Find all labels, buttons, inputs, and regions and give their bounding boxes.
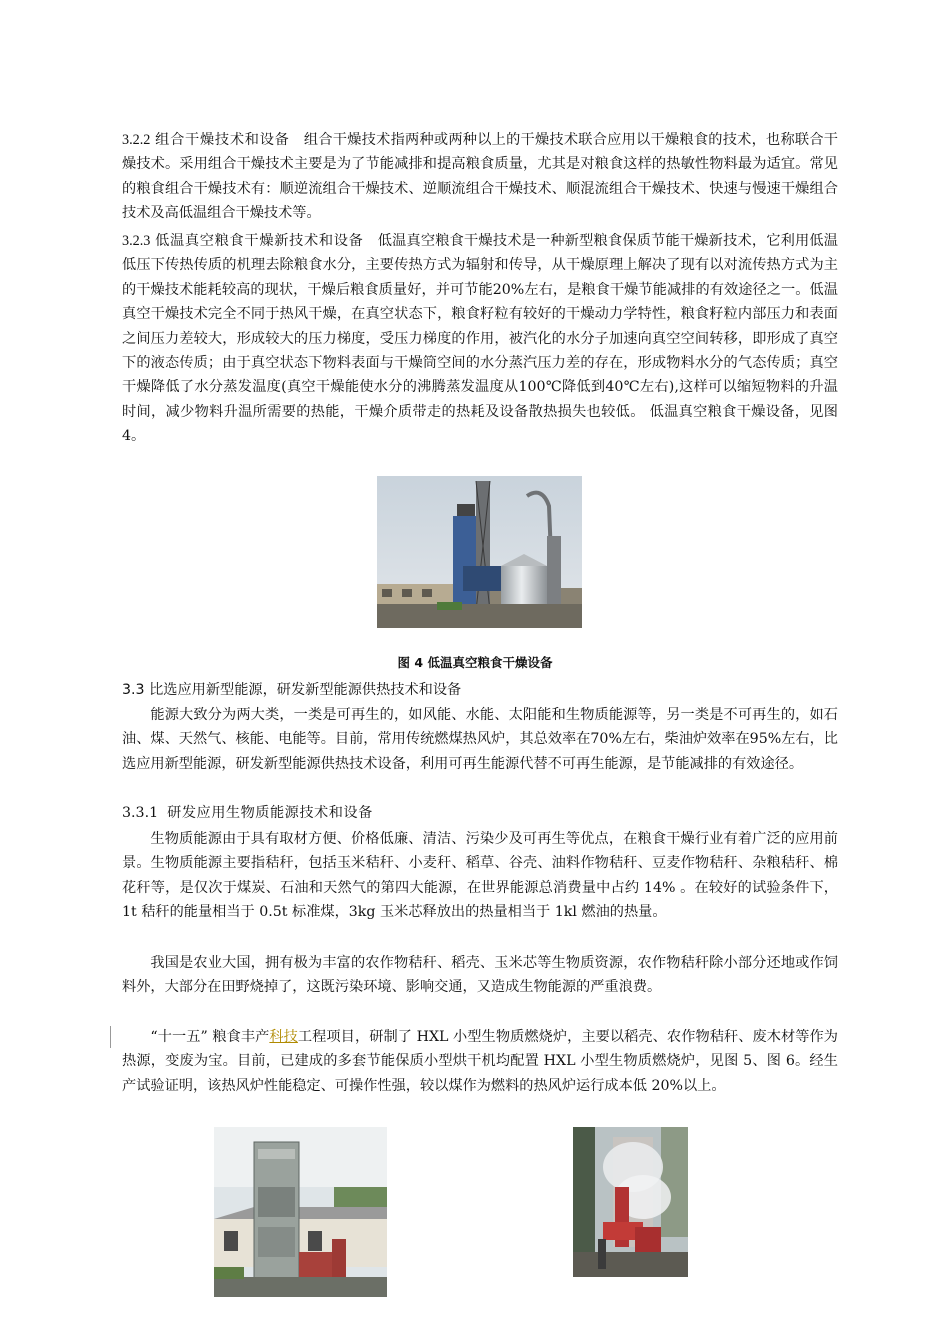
section-title: 组合干燥技术和设备	[155, 132, 290, 148]
section-3-2-3	[122, 229, 838, 449]
section-title: 低温真空粮食干燥新技术和设备	[155, 233, 364, 249]
paragraph-text-after-link: 工程项目，研制了 HXL 小型生物质燃烧炉，主要以稻壳、农作物秸秆、废木材等作为热源，变废为宝。目前，已建成的多套节能保质小型烘干机均配置 HXL 小型生物质燃烧炉，见图 5、图 6。经生产试验证明，该热风炉性能稳定、可操作性强，较以煤作为燃料的热风炉运行成本低 20%以上。	[122, 1029, 838, 1094]
section-3-3-1-paragraph-1: 生物质能源由于具有取材方便、价格低廉、清洁、污染少及可再生等优点，在粮食干燥行业有着广泛的应用前景。生物质能源主要指秸秆，包括玉米秸秆、小麦秆、稻草、谷壳、油料作物秸秆、豆麦作物秸秆、杂粮秸秆、棉花秆等，是仅次于煤炭、石油和天然气的第四大能源，在世界能源总消费量中占约 14% 。在较好的试验条件下，1t 秸秆的能量相当于 0.5t 标准煤，3kg 玉米芯释放出的热量相当于 1kl 燃油的热量。	[122, 831, 838, 921]
figure-4-photo	[377, 476, 582, 628]
revision-marker	[110, 1026, 111, 1048]
figure-6-photo	[573, 1127, 688, 1277]
figure-5-photo	[214, 1127, 387, 1297]
section-3-3-heading: 3.3 比选应用新型能源，研发新型能源供热技术和设备	[122, 682, 462, 698]
paragraph-text-before-link: “十一五” 粮食丰产	[150, 1029, 270, 1045]
section-body: 低温真空粮食干燥技术是一种新型粮食保质节能干燥新技术，它利用低温低压下传热传质的机理去除粮食水分，主要传热方式为辐射和传导，从干燥原理上解决了现有以对流传热方式为主的干燥技术能耗较高的现状，干燥后粮食质量好，并可节能20%左右，是粮食干燥节能减排的有效途径之一。低温真空干燥技术完全不同于热风干燥，在真空状态下，粮食籽粒有较好的干燥动力学特性，粮食籽粒内部压力和表面之间压力差较大，形成较大的压力梯度，受压力梯度的作用，被汽化的水分子加速向真空空间转移，即形成了真空下的液态传质；由于真空状态下物料表面与干燥筒空间的水分蒸汽压力差的存在，形成物料水分的气态传质；真空干燥降低了水分蒸发温度(真空干燥能使水分的沸腾蒸发温度从100℃降低到40℃左右),这样可以缩短物料的升温时间，减少物料升温所需要的热能，干燥介质带走的热耗及设备散热损失也较低。 低温真空粮食干燥设备，见图4。	[122, 233, 838, 445]
section-3-3-body: 能源大致分为两大类，一类是可再生的，如风能、水能、太阳能和生物质能源等，另一类是不可再生的，如石油、煤、天然气、核能、电能等。目前，常用传统燃煤热风炉，其总效率在70%左右，柴油炉效率在95%左右，比选应用新型能源，研发新型能源供热技术设备，利用可再生能源代替不可再生能源，是节能减排的有效途径。	[122, 707, 838, 772]
section-title: 研发应用生物质能源技术和设备	[167, 805, 373, 821]
section-3-3-1-heading	[122, 801, 373, 825]
section-3-3-1-paragraph-2: 我国是农业大国，拥有极为丰富的农作物秸秆、稻壳、玉米芯等生物质资源，农作物秸秆除小部分还地或作饲料外，大部分在田野烧掉了，这既污染环境、影响交通，又造成生物能源的严重浪费。	[122, 955, 838, 996]
section-number: 3.3.1	[122, 805, 159, 821]
section-body: 组合干燥技术指两种或两种以上的干燥技术联合应用以干燥粮食的技术，也称联合干燥技术。采用组合干燥技术主要是为了节能减排和提高粮食质量，尤其是对粮食这样的热敏性物料最为适宜。常见的粮食组合干燥技术有：顺逆流组合干燥技术、逆顺流组合干燥技术、顺混流组合干燥技术、快速与慢速干燥组合技术及高低温组合干燥技术等。	[122, 132, 838, 222]
section-3-2-2	[122, 128, 838, 226]
section-number: 3.2.3	[122, 233, 151, 249]
section-3-3-1-paragraph-3	[122, 1025, 838, 1098]
keyword-link[interactable]: 科技	[269, 1029, 298, 1045]
figure-4-caption: 图 4 低温真空粮食干燥设备	[397, 655, 553, 670]
section-number: 3.2.2	[122, 132, 151, 148]
